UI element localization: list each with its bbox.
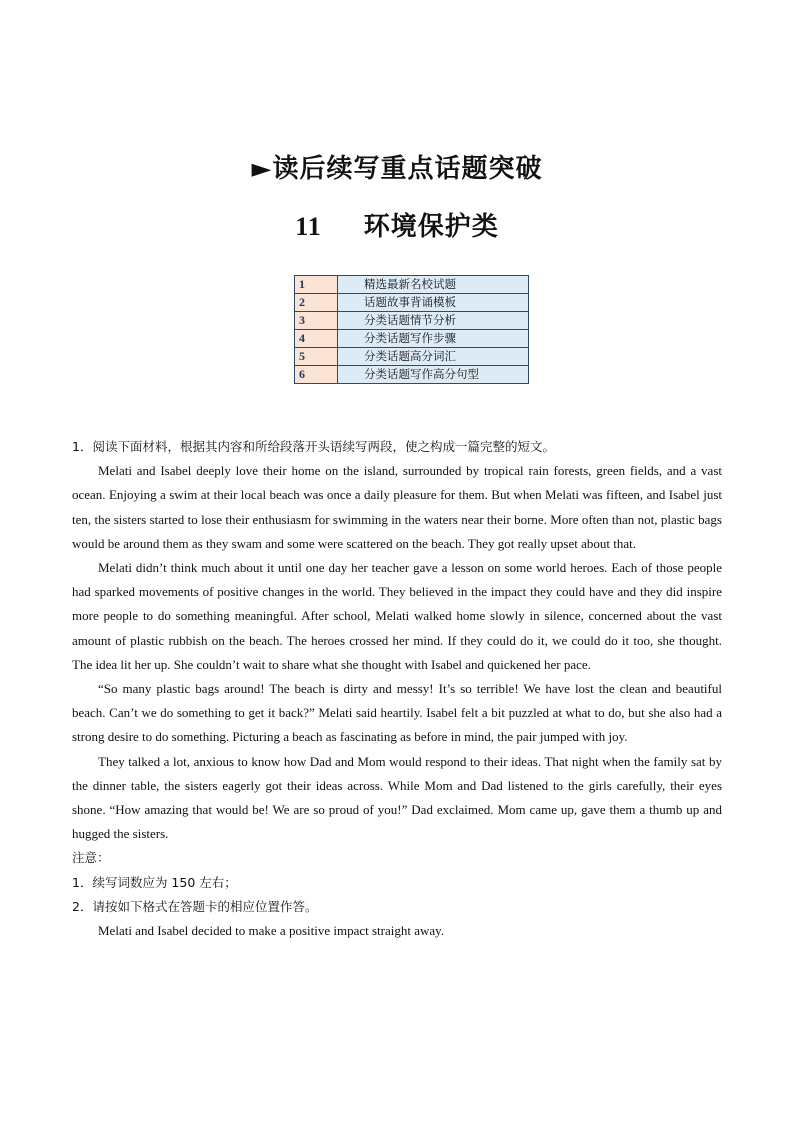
contents-row [295, 294, 529, 312]
contents-table [294, 275, 529, 384]
note-item: 1．续写词数应为 150 左右； [72, 874, 237, 890]
notes-label: 注意： [72, 850, 110, 866]
contents-label: 分类话题写作步骤 [338, 330, 529, 348]
story-paragraph: They talked a lot, anxious to know how Dad and Mom would respond to their ideas. That night when the family sat by the dinner table, the sisters eagerly got their ideas across. While Mom and Dad listened to the girls carefully, their eyes shone. “How amazing that would be! We are so proud of you!” Dad exclaimed. Mom came up, gave them a thumb up and hugged the sisters. [72, 753, 722, 842]
contents-label: 分类话题高分词汇 [338, 348, 529, 366]
topic-heading [0, 206, 794, 243]
question-instruction: 1．阅读下面材料，根据其内容和所给段落开头语续写两段，使之构成一篇完整的短文。 [72, 439, 555, 454]
contents-number: 5 [295, 348, 338, 366]
contents-row [295, 330, 529, 348]
contents-number: 4 [295, 330, 338, 348]
continuation-starter: Melati and Isabel decided to make a positive impact straight away. [98, 923, 445, 939]
contents-number: 6 [295, 366, 338, 384]
story-paragraph: Melati didn’t think much about it until one day her teacher gave a lesson on some world heroes. Each of those people had sparked movements of positive changes in the world. They believed in the impact they could have and they did inspire more people to do something meaningful. After school, Melati walked home slowly in silence, concerned about the vast amount of plastic rubbish on the beach. The heroes crossed her mind. If they could do it, we could do it too, she thought. The idea lit her up. She couldn’t wait to share what she thought with Isabel and quickened her pace. [72, 560, 722, 672]
story-paragraph: Melati and Isabel deeply love their home on the island, surrounded by tropical rain forests, green fields, and a vast ocean. Enjoying a swim at their local beach was once a daily pleasure for them. But when Melati was fifteen, and Isabel just ten, the sisters started to lose their enthusiasm for swimming in the waters near their borne. More often than not, plastic bags would be around them as they swam and some were scattered on the beach. They got really upset about that. [72, 463, 722, 551]
contents-row [295, 366, 529, 384]
contents-label: 分类话题情节分析 [338, 312, 529, 330]
topic-subtitle: 环境保护类 [363, 212, 499, 242]
topic-number: 11 [295, 212, 322, 241]
contents-row [295, 276, 529, 294]
note-item: 2．请按如下格式在答题卡的相应位置作答。 [72, 898, 318, 914]
contents-number: 1 [295, 276, 338, 294]
contents-label: 话题故事背诵模板 [338, 294, 529, 312]
story-paragraph: “So many plastic bags around! The beach is dirty and messy! It’s so terrible! We have lost the clean and beautiful beach. Can’t we do something to get it back?” Melati said heartily. Isabel felt a bit puzzled at what to do, but she also had a strong desire to do something. Picturing a beach as fascinating as before in mind, the pair jumped with joy. [72, 681, 722, 745]
contents-row [295, 348, 529, 366]
contents-number: 2 [295, 294, 338, 312]
page-title: ►读后续写重点话题突破 [251, 154, 543, 184]
contents-label: 精选最新名校试题 [338, 276, 529, 294]
contents-label: 分类话题写作高分句型 [338, 366, 529, 384]
contents-row [295, 312, 529, 330]
question-body [72, 435, 722, 943]
contents-number: 3 [295, 312, 338, 330]
